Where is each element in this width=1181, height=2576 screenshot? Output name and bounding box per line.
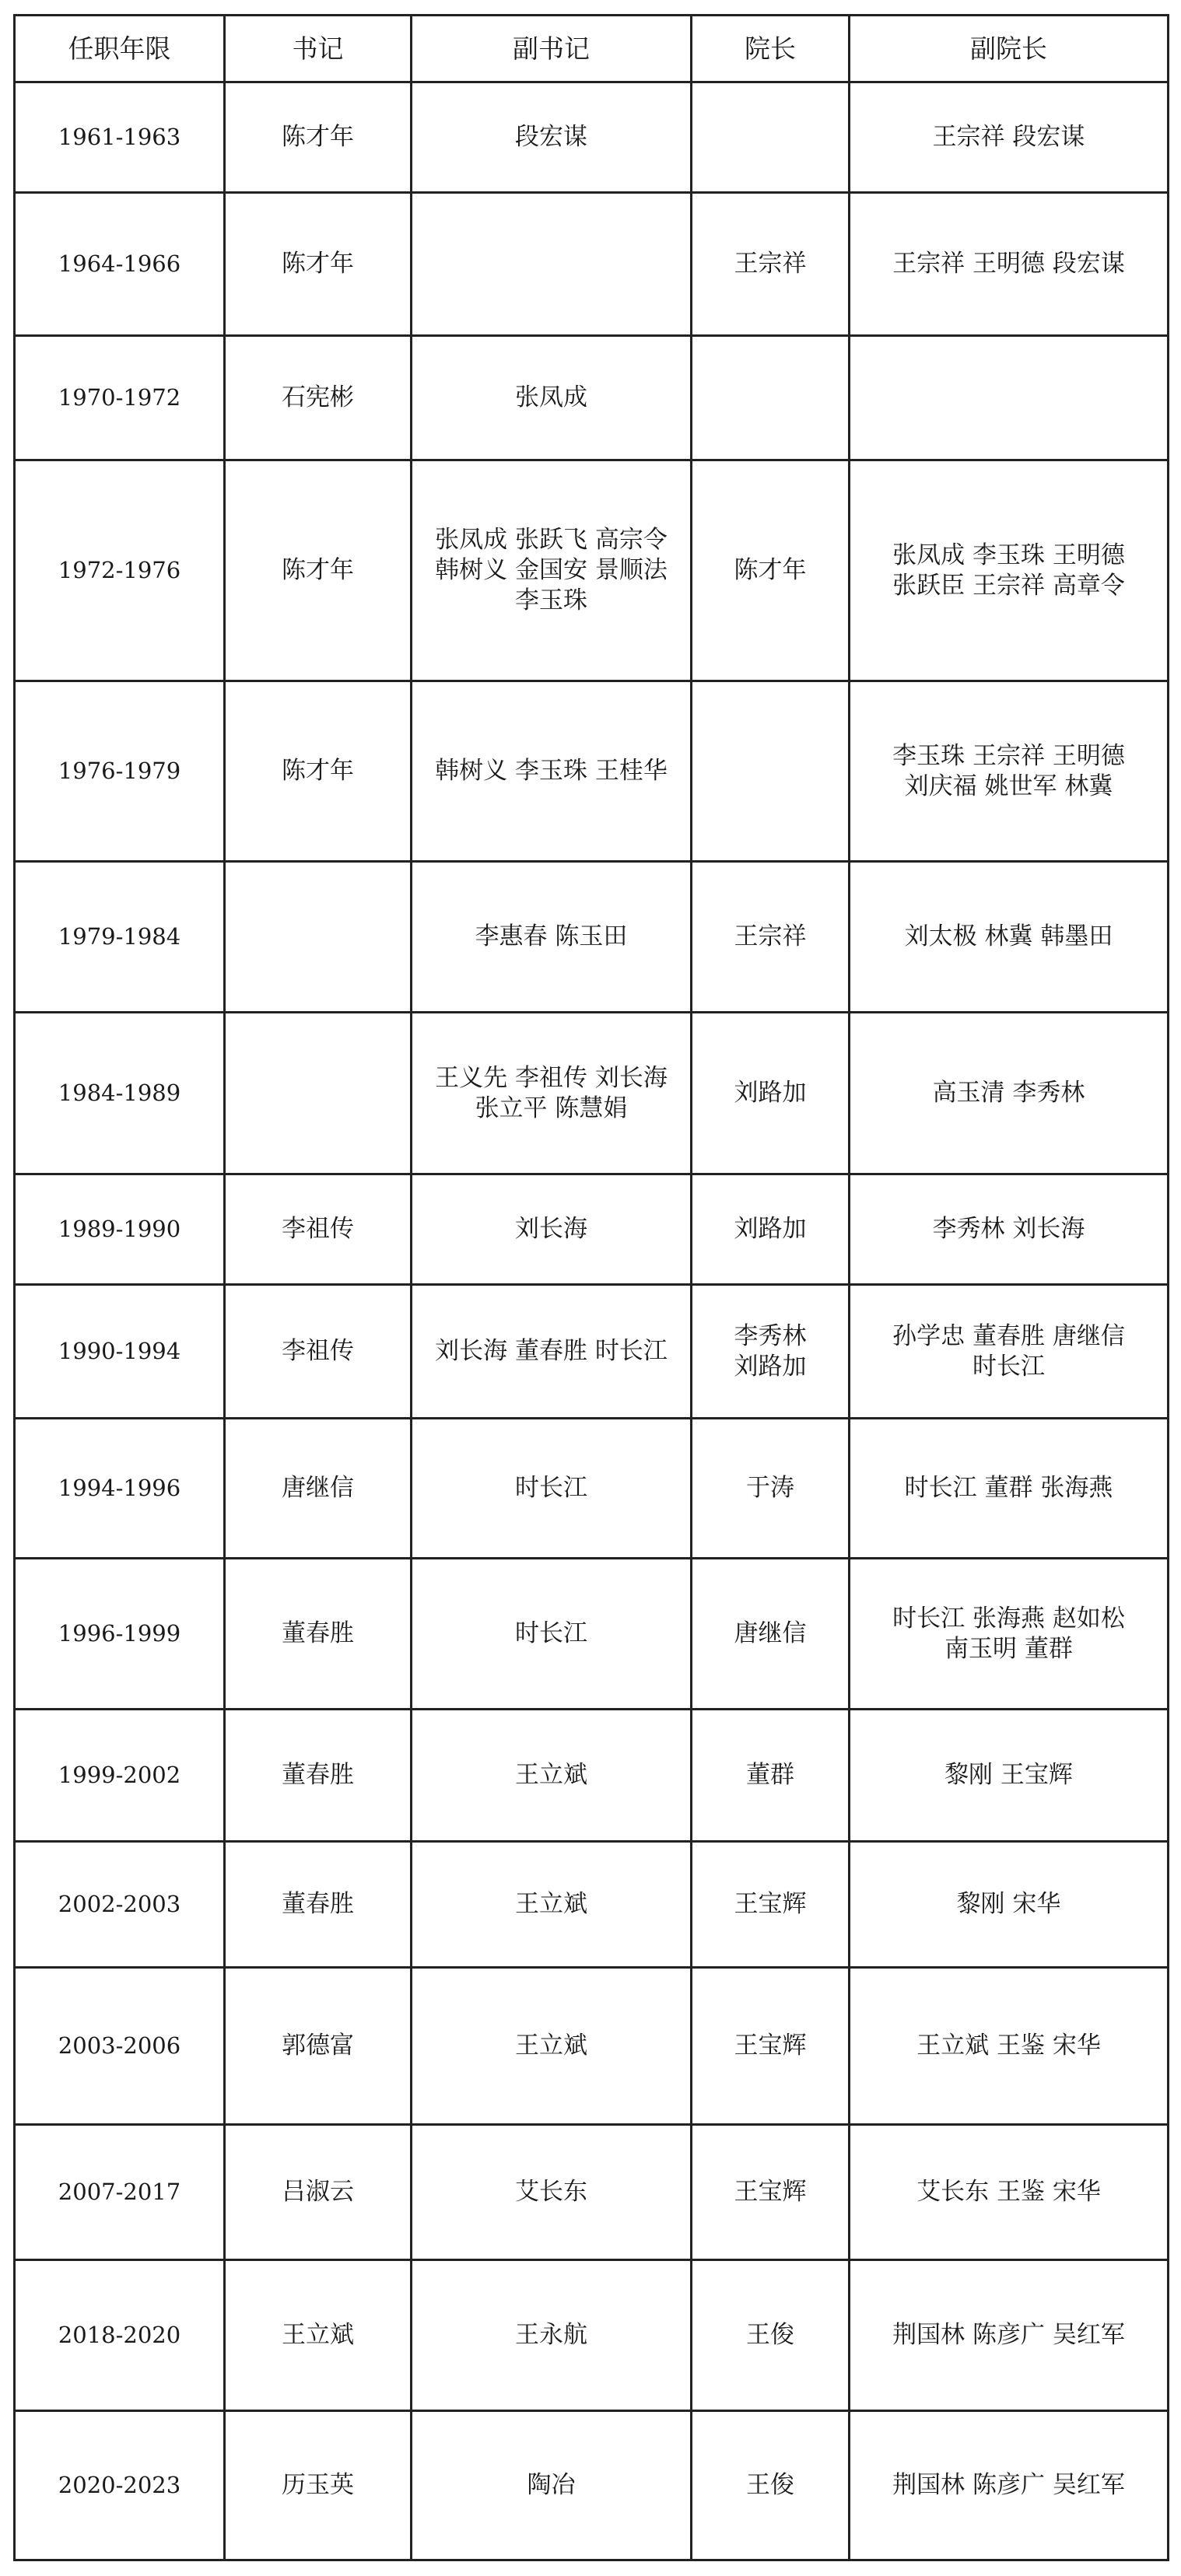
vice-president-cell	[850, 2125, 1169, 2260]
president-cell	[692, 1968, 850, 2125]
secretary-cell	[225, 82, 412, 193]
name-line: 刘庆福 姚世军 林冀	[904, 772, 1113, 800]
table-row	[15, 1013, 1169, 1174]
table-row	[15, 1842, 1169, 1968]
term-cell: 2020-2023	[15, 2411, 225, 2560]
name-line: 董春胜	[282, 1890, 354, 1918]
name-line: 张立平 陈慧娟	[475, 1094, 628, 1122]
name-line: 王宗祥	[734, 250, 807, 278]
name-line: 韩树义 李玉珠 王桂华	[435, 757, 668, 785]
vice-president-cell	[850, 1419, 1169, 1559]
deputy-secretary-cell	[412, 2411, 692, 2560]
president-cell	[692, 681, 850, 862]
name-line: 李祖传	[282, 1337, 354, 1365]
term-cell: 1970-1972	[15, 336, 225, 460]
name-line: 艾长东	[515, 2178, 587, 2206]
header-president: 院长	[692, 16, 850, 82]
name-line: 李秀林	[734, 1321, 807, 1350]
secretary-cell	[225, 681, 412, 862]
president-cell	[692, 2125, 850, 2260]
name-line: 艾长东 王鉴 宋华	[916, 2178, 1101, 2206]
name-line: 时长江	[515, 1619, 587, 1647]
name-line: 韩树义 金国安 景顺法	[435, 556, 668, 584]
secretary-cell	[225, 1419, 412, 1559]
header-term: 任职年限	[15, 16, 225, 82]
secretary-cell	[225, 1285, 412, 1419]
deputy-secretary-cell	[412, 82, 692, 193]
term-cell: 1999-2002	[15, 1710, 225, 1842]
deputy-secretary-cell	[412, 1968, 692, 2125]
vice-president-cell	[850, 1013, 1169, 1174]
vice-president-cell	[850, 193, 1169, 336]
secretary-cell	[225, 193, 412, 336]
leadership-table	[13, 14, 1169, 2561]
header-deputy-secretary: 副书记	[412, 16, 692, 82]
deputy-secretary-cell	[412, 2260, 692, 2411]
secretary-cell	[225, 460, 412, 681]
table-row	[15, 1285, 1169, 1419]
term-cell: 1984-1989	[15, 1013, 225, 1174]
table-row	[15, 460, 1169, 681]
name-line: 王俊	[746, 2471, 794, 2499]
term-cell: 2018-2020	[15, 2260, 225, 2411]
deputy-secretary-cell	[412, 862, 692, 1013]
president-cell	[692, 1174, 850, 1285]
name-line: 荆国林 陈彦广 吴红军	[892, 2321, 1125, 2349]
name-line: 唐继信	[282, 1474, 354, 1502]
secretary-cell	[225, 1710, 412, 1842]
secretary-cell	[225, 2260, 412, 2411]
vice-president-cell	[850, 336, 1169, 460]
table-row	[15, 1710, 1169, 1842]
deputy-secretary-cell	[412, 1013, 692, 1174]
secretary-cell	[225, 1559, 412, 1710]
table-row	[15, 2411, 1169, 2560]
term-cell: 1972-1976	[15, 460, 225, 681]
table-row	[15, 82, 1169, 193]
president-cell	[692, 460, 850, 681]
secretary-cell	[225, 2411, 412, 2560]
name-line: 历玉英	[282, 2471, 354, 2499]
term-cell: 1990-1994	[15, 1285, 225, 1419]
president-cell	[692, 82, 850, 193]
secretary-cell	[225, 336, 412, 460]
name-line: 王俊	[746, 2321, 794, 2349]
name-line: 陈才年	[282, 250, 354, 278]
name-line: 荆国林 陈彦广 吴红军	[892, 2471, 1125, 2499]
name-line: 李惠春 陈玉田	[475, 922, 628, 950]
name-line: 李祖传	[282, 1215, 354, 1243]
table-row	[15, 336, 1169, 460]
term-cell: 1996-1999	[15, 1559, 225, 1710]
name-line: 刘路加	[734, 1215, 807, 1243]
vice-president-cell	[850, 681, 1169, 862]
name-line: 王宝辉	[734, 2178, 807, 2206]
vice-president-cell	[850, 1285, 1169, 1419]
name-line: 陈才年	[282, 123, 354, 151]
name-line: 刘长海	[515, 1215, 587, 1243]
name-line: 陈才年	[734, 556, 807, 584]
name-line: 高玉清 李秀林	[932, 1079, 1085, 1107]
deputy-secretary-cell	[412, 193, 692, 336]
name-line: 王宗祥	[734, 922, 807, 950]
name-line: 王义先 李祖传 刘长海	[435, 1063, 668, 1092]
vice-president-cell	[850, 2260, 1169, 2411]
deputy-secretary-cell	[412, 1285, 692, 1419]
name-line: 王永航	[515, 2321, 587, 2349]
president-cell	[692, 193, 850, 336]
deputy-secretary-cell	[412, 1174, 692, 1285]
name-line: 王立斌	[515, 1890, 587, 1918]
president-cell	[692, 336, 850, 460]
president-cell	[692, 2411, 850, 2560]
vice-president-cell	[850, 1174, 1169, 1285]
deputy-secretary-cell	[412, 336, 692, 460]
header-row	[15, 16, 1169, 82]
vice-president-cell	[850, 1968, 1169, 2125]
term-cell: 1961-1963	[15, 82, 225, 193]
name-line: 南玉明 董群	[944, 1634, 1073, 1663]
name-line: 陈才年	[282, 757, 354, 785]
deputy-secretary-cell	[412, 1559, 692, 1710]
name-line: 张跃臣 王宗祥 高章令	[892, 571, 1125, 600]
name-line: 郭德富	[282, 2032, 354, 2060]
name-line: 时长江	[515, 1474, 587, 1502]
name-line: 吕淑云	[282, 2178, 354, 2206]
name-line: 刘路加	[734, 1352, 807, 1381]
name-line: 董春胜	[282, 1619, 354, 1647]
name-line: 段宏谋	[515, 123, 587, 151]
deputy-secretary-cell	[412, 460, 692, 681]
name-line: 石宪彬	[282, 383, 354, 411]
name-line: 李玉珠 王宗祥 王明德	[892, 741, 1125, 770]
name-line: 王立斌	[515, 2032, 587, 2060]
name-line: 王立斌 王鉴 宋华	[916, 2032, 1101, 2060]
name-line: 董群	[746, 1761, 794, 1789]
header-vice-president: 副院长	[850, 16, 1169, 82]
term-cell: 1994-1996	[15, 1419, 225, 1559]
term-cell: 2003-2006	[15, 1968, 225, 2125]
secretary-cell	[225, 1842, 412, 1968]
name-line: 时长江 董群 张海燕	[904, 1474, 1113, 1502]
president-cell	[692, 1285, 850, 1419]
president-cell	[692, 1842, 850, 1968]
table-body	[15, 82, 1169, 2560]
term-cell: 1989-1990	[15, 1174, 225, 1285]
vice-president-cell	[850, 460, 1169, 681]
vice-president-cell	[850, 82, 1169, 193]
table-row	[15, 862, 1169, 1013]
name-line: 张凤成	[515, 383, 587, 411]
name-line: 王宝辉	[734, 2032, 807, 2060]
secretary-cell	[225, 2125, 412, 2260]
name-line: 张凤成 李玉珠 王明德	[892, 541, 1125, 569]
secretary-cell	[225, 862, 412, 1013]
name-line: 陈才年	[282, 556, 354, 584]
deputy-secretary-cell	[412, 2125, 692, 2260]
term-cell: 2007-2017	[15, 2125, 225, 2260]
president-cell	[692, 1419, 850, 1559]
deputy-secretary-cell	[412, 1842, 692, 1968]
table-header	[15, 16, 1169, 82]
table-row	[15, 193, 1169, 336]
name-line: 李玉珠	[515, 586, 587, 614]
table-row	[15, 681, 1169, 862]
term-cell: 1979-1984	[15, 862, 225, 1013]
name-line: 黎刚 宋华	[956, 1890, 1061, 1918]
president-cell	[692, 2260, 850, 2411]
name-line: 王立斌	[515, 1761, 587, 1789]
name-line: 刘路加	[734, 1079, 807, 1107]
name-line: 时长江	[972, 1352, 1045, 1381]
table-row	[15, 2260, 1169, 2411]
table-row	[15, 1174, 1169, 1285]
president-cell	[692, 862, 850, 1013]
name-line: 李秀林 刘长海	[932, 1215, 1085, 1243]
name-line: 王宝辉	[734, 1890, 807, 1918]
deputy-secretary-cell	[412, 1710, 692, 1842]
president-cell	[692, 1559, 850, 1710]
header-secretary: 书记	[225, 16, 412, 82]
vice-president-cell	[850, 862, 1169, 1013]
table-row	[15, 1559, 1169, 1710]
president-cell	[692, 1710, 850, 1842]
vice-president-cell	[850, 1559, 1169, 1710]
table-row	[15, 1419, 1169, 1559]
secretary-cell	[225, 1174, 412, 1285]
table-row	[15, 2125, 1169, 2260]
name-line: 王宗祥 王明德 段宏谋	[892, 250, 1125, 278]
term-cell: 2002-2003	[15, 1842, 225, 1968]
name-line: 王宗祥 段宏谋	[932, 123, 1085, 151]
name-line: 于涛	[746, 1474, 794, 1502]
name-line: 王立斌	[282, 2321, 354, 2349]
vice-president-cell	[850, 1842, 1169, 1968]
name-line: 黎刚 王宝辉	[944, 1761, 1073, 1789]
name-line: 唐继信	[734, 1619, 807, 1647]
name-line: 张凤成 张跃飞 高宗令	[435, 526, 668, 554]
secretary-cell	[225, 1013, 412, 1174]
president-cell	[692, 1013, 850, 1174]
term-cell: 1976-1979	[15, 681, 225, 862]
name-line: 刘太极 林冀 韩墨田	[904, 922, 1113, 950]
deputy-secretary-cell	[412, 1419, 692, 1559]
name-line: 刘长海 董春胜 时长江	[435, 1337, 668, 1365]
name-line: 陶冶	[527, 2471, 576, 2499]
table-row	[15, 1968, 1169, 2125]
vice-president-cell	[850, 1710, 1169, 1842]
secretary-cell	[225, 1968, 412, 2125]
term-cell: 1964-1966	[15, 193, 225, 336]
name-line: 时长江 张海燕 赵如松	[892, 1604, 1125, 1633]
name-line: 董春胜	[282, 1761, 354, 1789]
name-line: 孙学忠 董春胜 唐继信	[892, 1321, 1125, 1350]
deputy-secretary-cell	[412, 681, 692, 862]
vice-president-cell	[850, 2411, 1169, 2560]
